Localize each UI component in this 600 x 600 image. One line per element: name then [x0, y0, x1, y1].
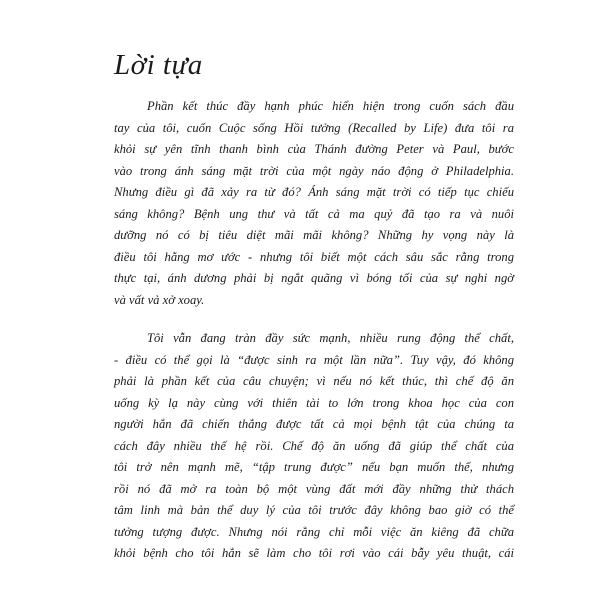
page-title: Lời tựa	[114, 49, 203, 82]
text-line: Tôi vẫn đang tràn đầy sức mạnh, nhiều rung động thể chất,	[147, 331, 514, 345]
text-line: khỏi sự yên tĩnh thanh bình của Thánh đường Peter và Paul, bước	[114, 142, 514, 156]
text-line: tưởng tượng được. Nhưng nói rằng chỉ mỗi việc ăn kiêng đã chữa	[114, 524, 514, 539]
text-line: rồi nó đã mở ra toàn bộ một vùng đất mới đầy những thử thách	[114, 481, 514, 496]
text-line: vào trong ánh sáng mặt trời của một ngày náo động ở Philadelphia.	[114, 163, 514, 178]
text-line: khỏi bệnh cho tôi hẳn sẽ làm cho tôi rơi vào cái bẫy yêu thuật, cái	[114, 546, 514, 560]
text-line: thực tại, ánh dương phải bị ngắt quãng vì bóng tối của sự nghi ngờ	[114, 271, 514, 285]
paragraph-1	[114, 96, 514, 311]
text-line: cách đây nhiều thế hệ rồi. Chế độ ăn uống đã giúp thể chất của	[114, 438, 514, 453]
text-line: Nhưng điều gì đã xảy ra từ đó? Ánh sáng mặt trời có tiếp tục chiếu	[114, 185, 514, 199]
text-line: tôi trở nên mạnh mẽ, “tập trung được” nếu bạn muốn thế, nhưng	[114, 460, 514, 474]
page-body	[114, 96, 514, 565]
text-line: Phần kết thúc đầy hạnh phúc hiển hiện trong cuốn sách đầu	[147, 99, 514, 113]
text-line: dưỡng nó có bị tiêu diệt mãi mãi không? Những hy vọng này là	[114, 228, 514, 242]
text-line: điều tôi hằng mơ ước - nhưng tôi biết một cách sâu sắc rằng trong	[114, 249, 514, 264]
text-line: sáng không? Bệnh ung thư và tất cả ma quỷ đã tạo ra và nuôi	[114, 206, 514, 221]
text-line: người hẳn đã chiến thắng được tất cả mọi bệnh tật của chúng ta	[114, 417, 514, 431]
text-line: và vất vả xở xoay.	[114, 292, 205, 307]
text-line: - điều có thể gọi là “được sinh ra một lần nữa”. Tuy vậy, đó không	[114, 352, 514, 367]
text-line: phải là phần kết của câu chuyện; vì nếu nó kết thúc, thì chế độ ăn	[114, 374, 514, 388]
text-line: tâm linh mà bản thể duy lý của tôi trước đây không bao giờ có thể	[114, 503, 514, 517]
text-line: tay của tôi, cuốn Cuộc sống Hồi tưởng (Recalled by Life) đưa tôi ra	[114, 120, 514, 135]
paragraph-2	[114, 328, 514, 565]
text-line: uống kỳ lạ này cùng với thiên tài to lớn trong khoa học của con	[114, 395, 514, 410]
